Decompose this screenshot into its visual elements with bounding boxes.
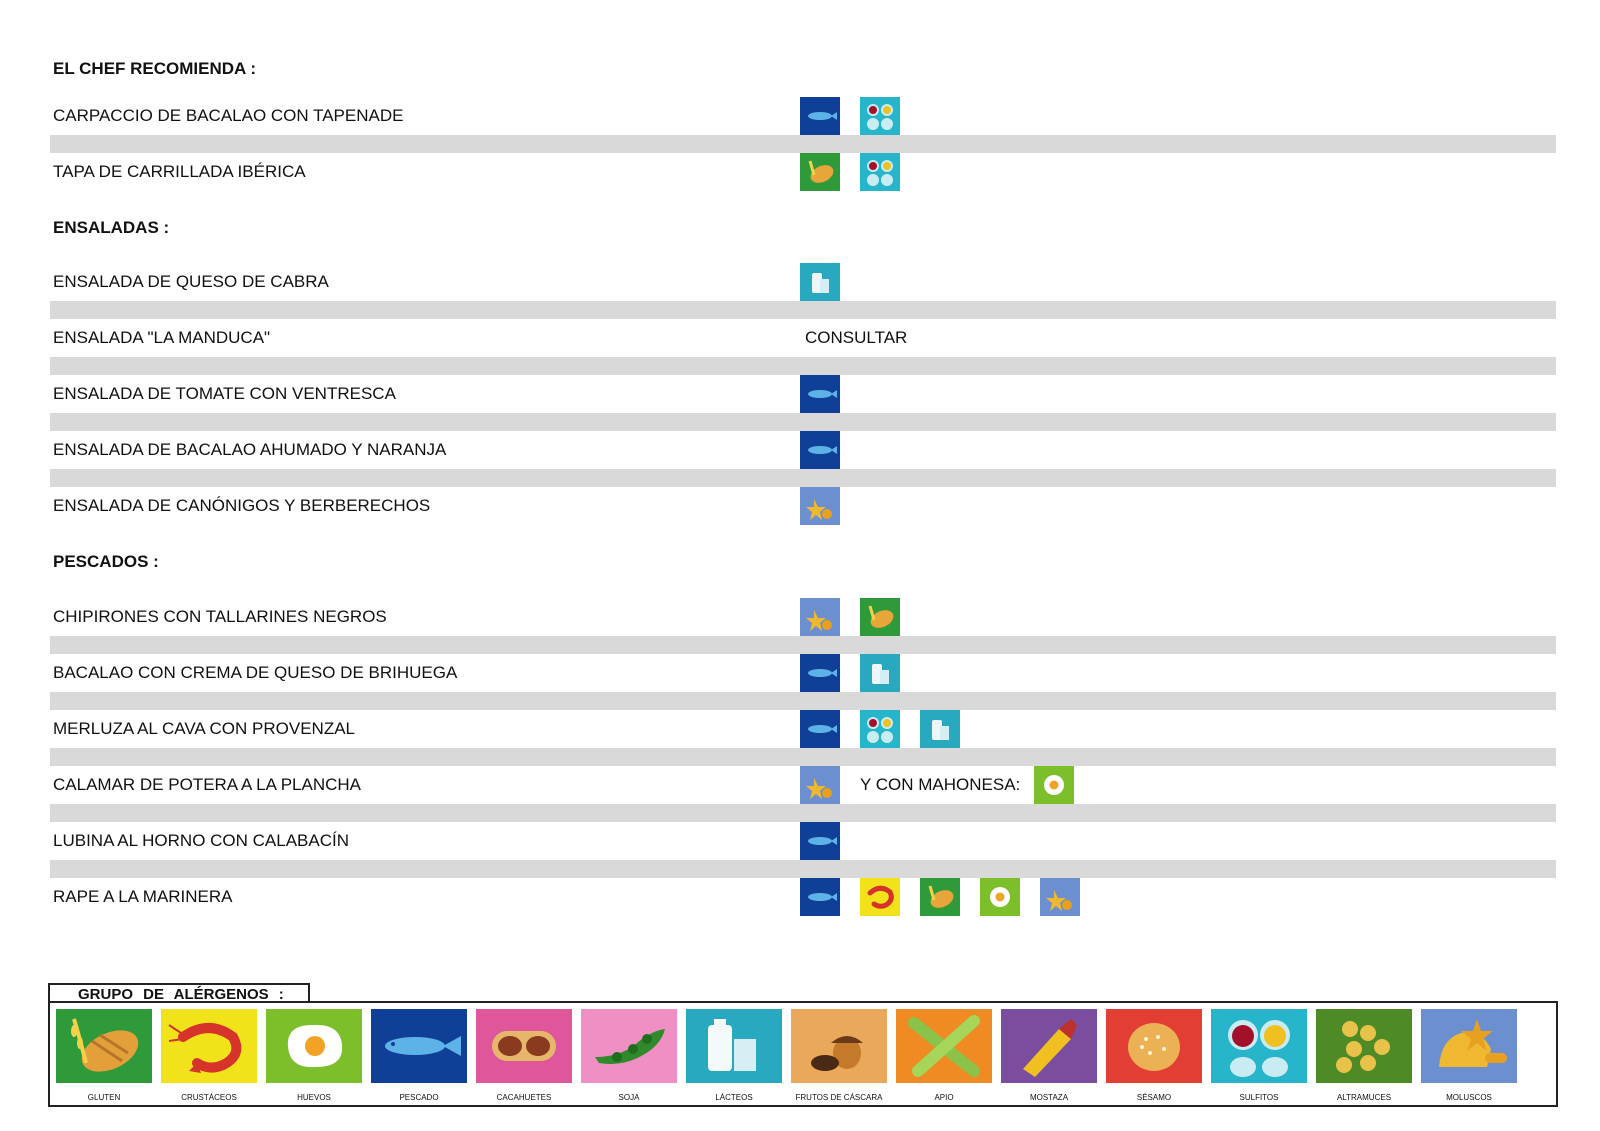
allergen-icons	[800, 598, 920, 636]
allergen-icons	[800, 319, 921, 357]
dish-name: BACALAO CON CREMA DE QUESO DE BRIHUEGA	[53, 663, 458, 682]
pescado-icon	[800, 654, 840, 692]
menu-row	[50, 97, 1556, 135]
menu-row	[50, 598, 1556, 636]
row-separator	[50, 860, 1556, 878]
legend-label: CRUSTÁCEOS	[181, 1093, 237, 1102]
allergen-icons	[800, 654, 920, 692]
lacteos-icon	[920, 710, 960, 748]
gluten-icon	[800, 153, 840, 191]
altramuces-icon	[1316, 1009, 1412, 1083]
legend-label: SULFITOS	[1239, 1093, 1279, 1102]
allergen-icons	[800, 878, 1100, 916]
legend-item-frutos	[785, 1009, 893, 1102]
row-separator	[50, 636, 1556, 654]
menu-row	[50, 487, 1556, 525]
mostaza-icon	[1001, 1009, 1097, 1083]
apio-icon	[896, 1009, 992, 1083]
lacteos-icon	[860, 654, 900, 692]
dish-name: ENSALADA "LA MANDUCA"	[53, 328, 271, 347]
pescado-icon	[800, 97, 840, 135]
legend-title: GRUPO DE ALÉRGENOS :	[48, 983, 310, 1001]
row-separator	[50, 135, 1556, 153]
allergen-icons	[800, 710, 980, 748]
moluscos-icon	[1040, 878, 1080, 916]
menu-row	[50, 375, 1556, 413]
row-separator	[50, 804, 1556, 822]
allergen-icons	[800, 97, 920, 135]
allergen-icons	[800, 153, 920, 191]
row-separator	[50, 748, 1556, 766]
pescado-icon	[800, 375, 840, 413]
sulfitos-icon	[860, 153, 900, 191]
moluscos-icon	[800, 766, 840, 804]
pescado-icon	[800, 822, 840, 860]
section-title-ensaladas: ENSALADAS :	[53, 218, 170, 237]
menu-row	[50, 654, 1556, 692]
pescado-icon	[800, 878, 840, 916]
section-title-chef: EL CHEF RECOMIENDA :	[53, 59, 257, 78]
allergen-icons	[800, 375, 860, 413]
sulfitos-icon	[860, 710, 900, 748]
legend-label: APIO	[934, 1093, 954, 1102]
legend-label: CACAHUETES	[496, 1093, 552, 1102]
legend-label: SÉSAMO	[1136, 1093, 1172, 1102]
legend-item-mostaza	[995, 1009, 1103, 1102]
dish-name: CALAMAR DE POTERA A LA PLANCHA	[53, 775, 362, 794]
legend-label: PESCADO	[399, 1093, 439, 1102]
gluten-icon	[920, 878, 960, 916]
huevos-icon	[266, 1009, 362, 1083]
legend-item-moluscos	[1415, 1009, 1523, 1102]
menu-row	[50, 263, 1556, 301]
allergen-icons	[800, 822, 860, 860]
huevos-icon	[980, 878, 1020, 916]
dish-name: RAPE A LA MARINERA	[53, 887, 233, 906]
moluscos-icon	[800, 487, 840, 525]
crustaceos-icon	[860, 878, 900, 916]
dish-name: ENSALADA DE CANÓNIGOS Y BERBERECHOS	[53, 496, 431, 515]
allergen-icons	[800, 431, 860, 469]
pescado-icon	[371, 1009, 467, 1083]
section-title-pescados: PESCADOS :	[53, 552, 159, 571]
row-separator	[50, 413, 1556, 431]
legend-item-sesamo	[1100, 1009, 1208, 1102]
crustaceos-icon	[161, 1009, 257, 1083]
dish-name: TAPA DE CARRILLADA IBÉRICA	[53, 162, 306, 181]
row-separator	[50, 469, 1556, 487]
legend-label: MOLUSCOS	[1446, 1093, 1492, 1102]
dish-name: MERLUZA AL CAVA CON PROVENZAL	[53, 719, 355, 738]
soja-icon	[581, 1009, 677, 1083]
gluten-icon	[860, 598, 900, 636]
legend-item-sulfitos	[1205, 1009, 1313, 1102]
dish-name: ENSALADA DE BACALAO AHUMADO Y NARANJA	[53, 440, 447, 459]
lacteos-icon	[686, 1009, 782, 1083]
legend-label: FRUTOS DE CÁSCARA	[795, 1093, 883, 1102]
legend-item-gluten	[50, 1009, 158, 1102]
legend-label: ALTRAMUCES	[1336, 1093, 1392, 1102]
menu-row	[50, 878, 1556, 916]
dish-name: LUBINA AL HORNO CON CALABACÍN	[53, 831, 350, 850]
allergen-icons	[800, 487, 860, 525]
pescado-icon	[800, 710, 840, 748]
menu-row	[50, 319, 1556, 357]
dish-name: ENSALADA DE QUESO DE CABRA	[53, 272, 329, 291]
legend-item-soja	[575, 1009, 683, 1102]
moluscos-icon	[800, 598, 840, 636]
menu-row	[50, 153, 1556, 191]
menu-row	[50, 766, 1556, 804]
legend-item-apio	[890, 1009, 998, 1102]
legend-label: GLUTEN	[87, 1093, 121, 1102]
gluten-icon	[56, 1009, 152, 1083]
legend-item-lacteos	[680, 1009, 788, 1102]
legend-label: HUEVOS	[297, 1093, 331, 1102]
menu-row	[50, 431, 1556, 469]
legend-label: LÁCTEOS	[715, 1093, 753, 1102]
huevos-icon	[1034, 766, 1074, 804]
allergen-icons	[800, 766, 1094, 804]
dish-name: CARPACCIO DE BACALAO CON TAPENADE	[53, 106, 404, 125]
row-separator	[50, 357, 1556, 375]
frutos-icon	[791, 1009, 887, 1083]
sesamo-icon	[1106, 1009, 1202, 1083]
legend-item-crustaceos	[155, 1009, 263, 1102]
pescado-icon	[800, 431, 840, 469]
menu-row	[50, 822, 1556, 860]
moluscos-icon	[1421, 1009, 1517, 1083]
legend-label: MOSTAZA	[1029, 1093, 1069, 1102]
menu-row	[50, 710, 1556, 748]
row-separator	[50, 692, 1556, 710]
cacahuetes-icon	[476, 1009, 572, 1083]
sulfitos-icon	[1211, 1009, 1307, 1083]
mahonesa-note: Y CON MAHONESA:	[860, 775, 1021, 794]
legend-label: SOJA	[618, 1093, 640, 1102]
legend-item-cacahuetes	[470, 1009, 578, 1102]
dish-name: CHIPIRONES CON TALLARINES NEGROS	[53, 607, 387, 626]
legend-item-pescado	[365, 1009, 473, 1102]
dish-name: ENSALADA DE TOMATE CON VENTRESCA	[53, 384, 396, 403]
legend-item-huevos	[260, 1009, 368, 1102]
allergen-legend	[48, 1001, 1558, 1107]
legend-item-altramuces	[1310, 1009, 1418, 1102]
allergen-icons	[800, 263, 860, 301]
lacteos-icon	[800, 263, 840, 301]
consultar-note: CONSULTAR	[805, 328, 908, 347]
sulfitos-icon	[860, 97, 900, 135]
row-separator	[50, 301, 1556, 319]
